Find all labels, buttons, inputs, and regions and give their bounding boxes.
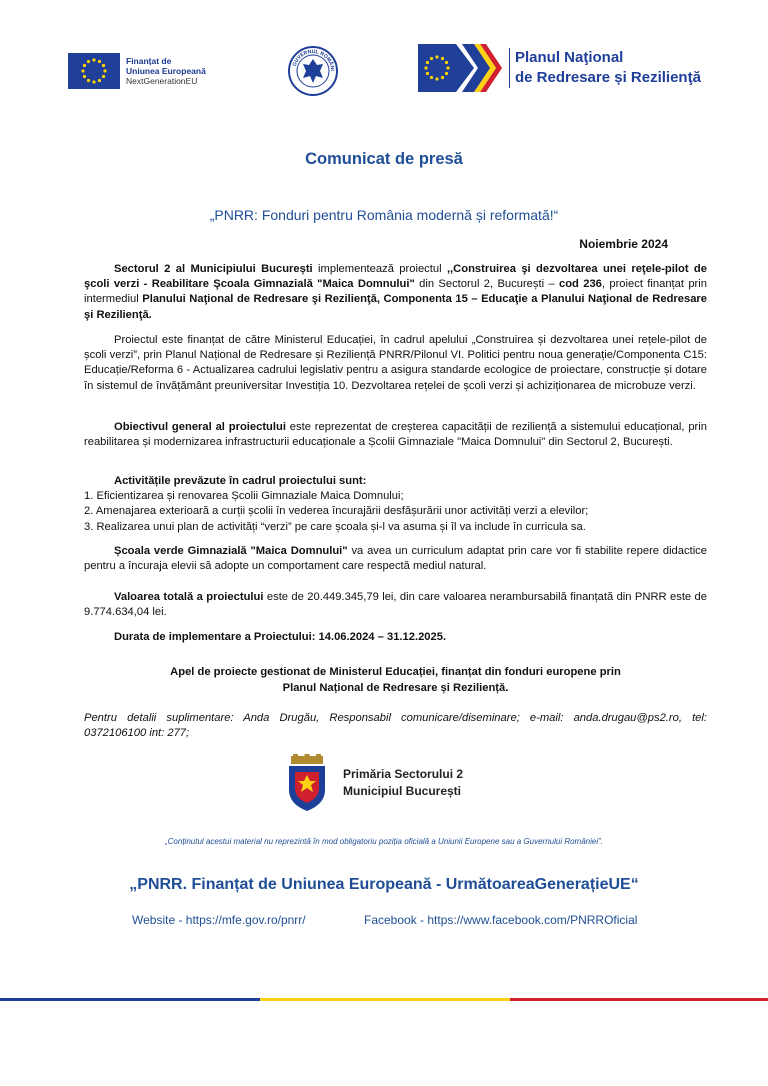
eu-star-icon: [87, 60, 90, 63]
activities-section: [84, 474, 707, 535]
paragraph-financing: Proiectul este finanțat de către Ministerul Educației, în cadrul apelului „Construirea și dezvoltarea unei rețele-pilot de școli verzi”, prin Planul Național de Redresare și Reziliență PNRR/Pilonul VI. Politici pentru noua generație/Componenta C15: Educație/Reforma 6 - Actualizarea cadrului legislativ pentru a asigura standarde ecologice de proiectare, construcție și dotare în sistemul de învățământ preuniversitar Investiția 10. Dezvoltarea rețelei de școli verzi și achiziționarea de microbuze verzi.: [84, 334, 707, 392]
list-item: 2. Amenajarea exterioară a curții școlii în vederea încurajării desfășurării unor activități verzi a elevilor;: [84, 505, 589, 518]
bar-red: [510, 998, 768, 1001]
list-item: 3. Realizarea unui plan de activități “verzi” pe care școala și-l va asuma și îl va include în curricula sa.: [84, 520, 586, 533]
svg-text:GUVERNUL ROMÂNIEI: GUVERNUL ROMÂNI: [291, 48, 336, 72]
eu-star-icon: [103, 69, 106, 72]
eu-star-icon: [445, 72, 448, 75]
eu-star-icon: [83, 75, 86, 78]
release-date: Noiembrie 2024: [579, 237, 668, 251]
eu-star-icon: [83, 64, 86, 67]
disclaimer: „Conținutul acestui material nu reprezintă în mod obligatoriu poziția oficială a Uniunii Europene sau a Guvernului României”.: [164, 837, 603, 846]
call-for-projects: Apel de proiecte gestionat de Ministerul Educației, finanțat din fonduri europene prin Planul Național de Redresare și Reziliență.: [170, 666, 621, 694]
eu-star-icon: [426, 61, 429, 64]
facebook-link[interactable]: Facebook - https://www.facebook.com/PNRROficial: [364, 913, 638, 927]
website-link[interactable]: Website - https://mfe.gov.ro/pnrr/: [132, 913, 306, 927]
activities-list: [84, 489, 707, 535]
primaria-name: Primăria Sectorului 2 Municipiul București: [343, 767, 464, 798]
eu-star-icon: [102, 75, 105, 78]
sector-2-coat-of-arms-icon: [285, 754, 329, 812]
eu-star-icon: [81, 69, 84, 72]
eu-star-icon: [92, 80, 95, 83]
eu-logo-text: Finanțat de Uniunea Europeană NextGenerationEU: [126, 56, 206, 86]
bar-yellow: [260, 998, 510, 1001]
paragraph-duration: Durata de implementare a Proiectului: 14.06.2024 – 31.12.2025.: [114, 631, 447, 643]
subtitle: „PNRR: Fonduri pentru România modernă și reformată!“: [209, 207, 559, 223]
bar-blue: [0, 998, 260, 1001]
eu-star-icon: [435, 55, 438, 58]
pnrr-logo: [418, 44, 701, 92]
eu-star-icon: [435, 77, 438, 80]
eu-star-icon: [441, 57, 444, 60]
paragraph-green-school: Școala verde Gimnazială "Maica Domnului" va avea un curriculum adaptat prin care vor fi stabilite repere didactice pentru a încuraja elevii să adopte un comportament care respectă mediul natural.: [84, 545, 707, 573]
paragraph-intro: Sectorul 2 al Municipiului București implementează proiectul ,,Construirea şi dezvoltarea unei reţele-pilot de şcoli verzi - Reabilitare Şcoala Gimnazială "Maica Domnului" din Sectorul 2, București – cod 236, proiect finanțat prin intermediul Planului Naţional de Redresare şi Rezilienţă, Componenta 15 – Educaţie a Planului Naţional de Redresare şi Rezilienţă.: [84, 263, 707, 321]
eu-star-icon: [445, 61, 448, 64]
paragraph-objective: Obiectivul general al proiectului este reprezentat de creșterea capacității de reziliență a sistemului educațional, prin reabilitarea și modernizarea infrastructurii educaționale a Școlii Gimnaziale "Maica Domnului" din Sectorul 2, București.: [84, 421, 707, 449]
pnrr-arrows-icon: [418, 44, 504, 92]
eu-star-icon: [441, 76, 444, 79]
eu-star-icon: [87, 79, 90, 82]
pnrr-slogan: „PNRR. Finanțat de Uniunea Europeană - UrmătoareaGenerațieUE“: [129, 876, 639, 893]
activities-heading: Activitățile prevăzute în cadrul proiectului sunt:: [114, 475, 367, 487]
list-item: 1. Eficientizarea și renovarea Școlii Gimnaziale Maica Domnului;: [84, 490, 404, 503]
eu-star-icon: [430, 57, 433, 60]
eu-funding-logo: [68, 53, 206, 89]
pnrr-logo-text: Planul Naţional de Redresare și Rezilienţă: [509, 48, 701, 88]
guvernul-romaniei-seal-icon: [287, 45, 339, 97]
eu-star-icon: [424, 66, 427, 69]
eu-star-icon: [426, 72, 429, 75]
contact-details: Pentru detalii suplimentare: Anda Drugău, Responsabil comunicare/diseminare; e-mail: anda.drugau@ps2.ro, tel: 0372106100 int: 277;: [84, 712, 707, 740]
footer-links: [132, 913, 652, 927]
page-title: Comunicat de presă: [305, 150, 463, 168]
eu-star-icon: [430, 76, 433, 79]
eu-flag-icon: [68, 53, 120, 89]
eu-star-icon: [92, 58, 95, 61]
paragraph-total-value: Valoarea totală a proiectului este de 20.449.345,79 lei, din care valoarea nerambursabilă finanțată din PNRR este de 9.774.634,04 lei.: [84, 591, 707, 619]
eu-star-icon: [98, 79, 101, 82]
eu-star-icon: [102, 64, 105, 67]
eu-star-icon: [98, 60, 101, 63]
primaria-logo: [285, 754, 463, 812]
footer-color-bar: [0, 998, 768, 1001]
eu-star-icon: [446, 66, 449, 69]
